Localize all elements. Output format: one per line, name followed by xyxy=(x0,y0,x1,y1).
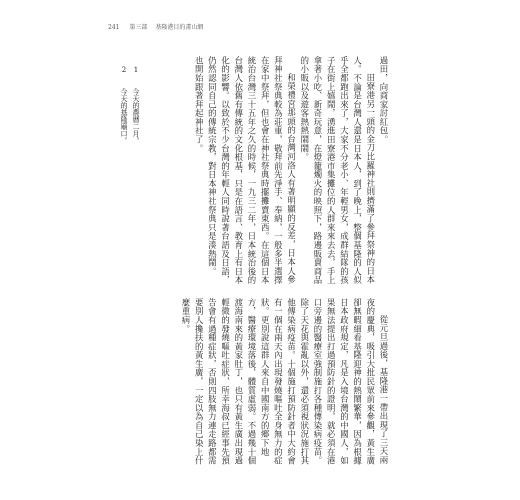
chapter-label: 第三部 xyxy=(129,24,148,31)
section-title: 基隆港目的畫山網 xyxy=(155,24,204,31)
main-text-bottom xyxy=(120,298,390,473)
footnotes xyxy=(108,66,142,186)
paragraph: 和榮禮宮那頭的台灣河洛人有著明顯的反差，日本人參拜神社祭典較為莊重，敬拜前先淨手、奉納，一般多半選擇在家中祭拜，但也會在神社祭典時擺攤賣東西。在這個日本統治台灣三十五年之久的時候，一九三二年，日本統治後的台灣人依舊有傳統的文化根基，只是在語言、教育上有日本化的影響。以致於不少台灣的年輕人同時說著台語及日語，仍然認同自己的傳統宗教，對日本神社祭典只是湊熱鬧。 xyxy=(207,56,297,285)
paragraph: 過田，向商家討紅包。 xyxy=(379,56,389,144)
footnote-number: 2 xyxy=(120,66,128,74)
paragraph: 也開始跟著拜起神社了。 xyxy=(194,56,205,153)
running-header xyxy=(108,22,203,31)
paragraph: 田寮港另一頭的金刀比羅神社則擠滿了參拜祭神的日本人。不論是台灣人還是日本人，到了晚上，整個基隆的人似乎全都跑出來了，大家不分老小、年輕男女，成群結隊的孩子在街上嬉鬧，湧進田寮港市集攤位的人群來來去去，手上拿著小吃、新奇玩意，在燈籠燭火的映照下，路邊販賣商品的小販以及遊客熱熱鬧鬧。 xyxy=(299,56,376,285)
footnote xyxy=(118,66,130,186)
footnote xyxy=(130,66,142,186)
footnote-text: 今天的農曆二月。 xyxy=(132,88,140,144)
footnote-number: 1 xyxy=(132,66,140,74)
page-number: 241 xyxy=(108,24,120,31)
paragraph: 從元旦過後，基隆港一帶出現了三天兩夜的慶典，吸引大批民眾前來參觀，黃生廣卻無暇細看基隆迎神的熱鬧繁華，因為根據日本政府規定，凡是入境台灣的中國人，如果無法提出打過預防針的證明，就必須在港口旁邊的醫療室強制施打各種傳染病疫苗。除了天花與霍亂以外，還必須視狀況施打其他傳染病疫苗。十個施打預防針者中大約會有一個在兩天內出現發燒嘔吐全身無力的症狀。更別說這群人來自中國南方的鄉下地方，醫療環境落後，體質虛弱。不過幾十個渡海南來的黃家肚丁，也只有黃生廣出現過輕微的發燒嘔吐症狀，所幸海叔已經事先預告會有過種症狀，否則四肢無力連走路都需要別人攙扶的黃生廣，一定以為自己染上什麼重病。 xyxy=(180,298,389,466)
footnote-text: 今天的基隆廟口。 xyxy=(120,88,128,144)
